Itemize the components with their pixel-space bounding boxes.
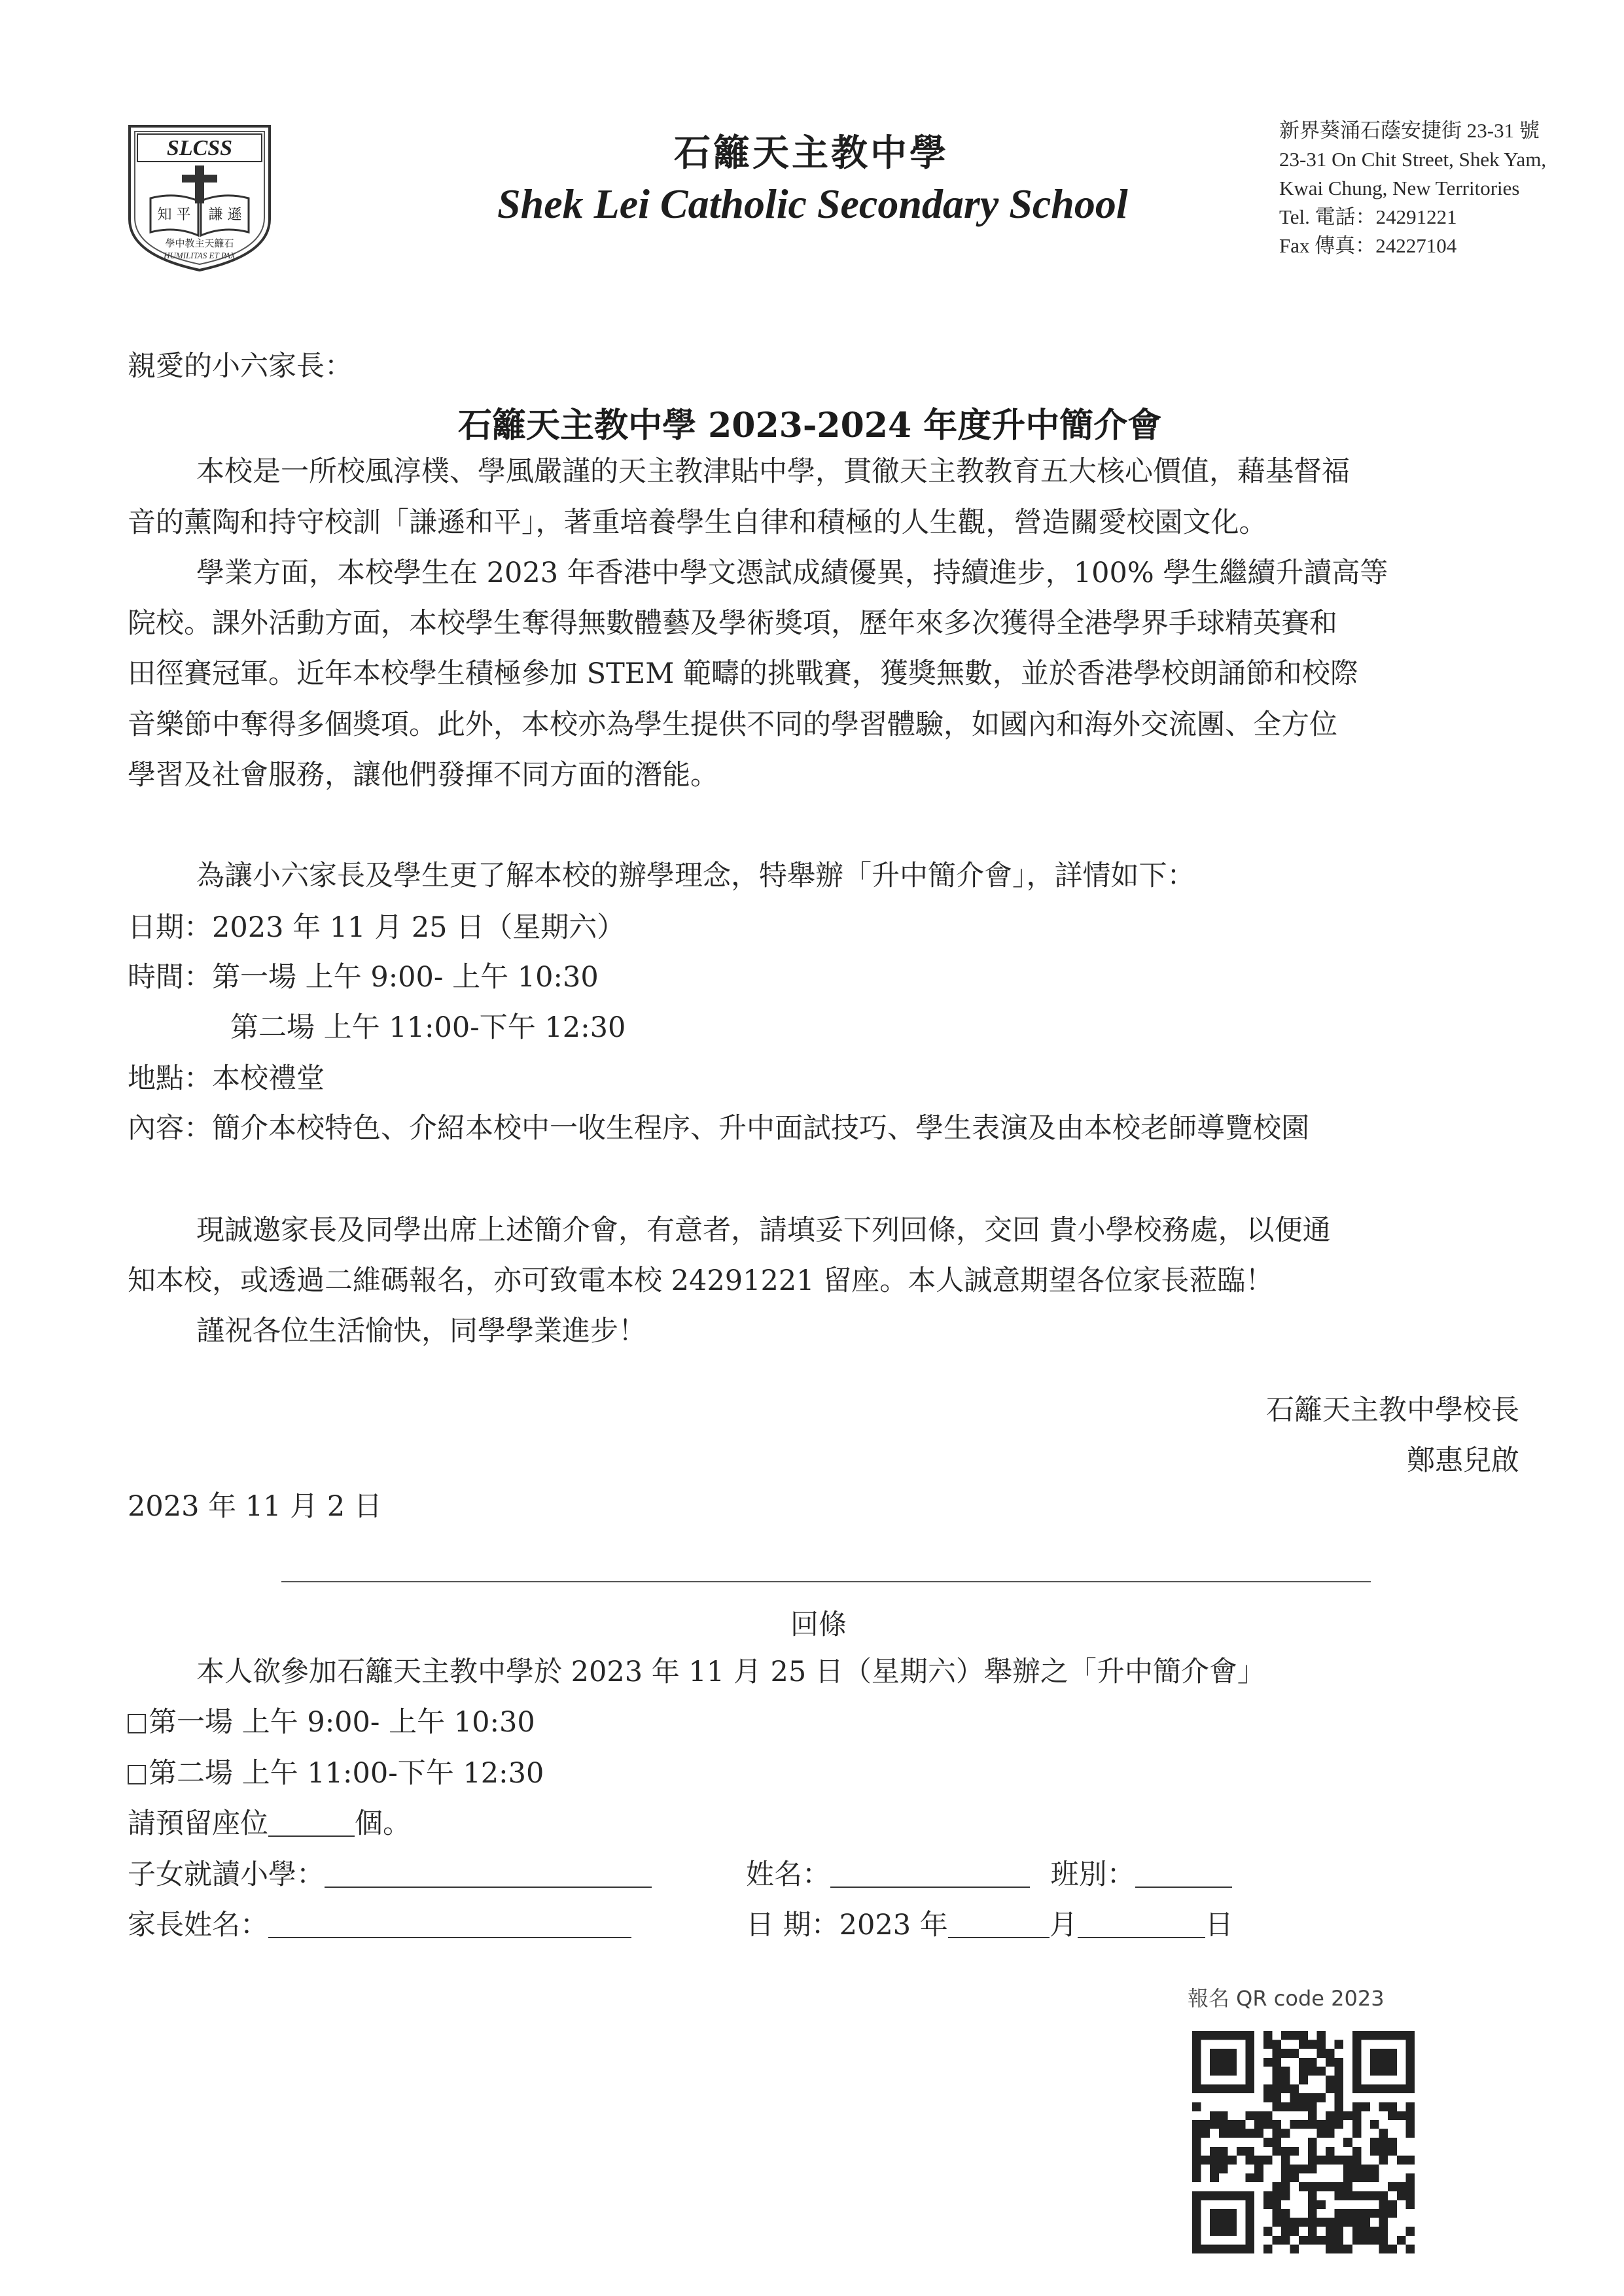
seats-request [128, 1805, 411, 1842]
logo-text: SLCSS [166, 136, 233, 160]
option-session-1[interactable] [128, 1704, 535, 1741]
primary-school-row [128, 1856, 652, 1893]
signatory-title: 石籬天主教中學校長 [1266, 1394, 1519, 1427]
paragraph-line: 院校。課外活動方面，本校學生奪得無數體藝及學術獎項，歷年來多次獲得全港學界手球精英賽和 [128, 607, 1337, 640]
paragraph-line: 音樂節中奪得多個獎項。此外，本校亦為學生提供不同的學習體驗，如國內和海外交流團、全方位 [128, 708, 1337, 741]
wishes-line: 謹祝各位生活愉快，同學學業進步！ [196, 1315, 646, 1348]
paragraph-line: 音的薰陶和持守校訓「謙遜和平」，著重培養學生自律和積極的人生觀，營造關愛校園文化。 [128, 506, 1267, 539]
primary-school-field[interactable] [325, 1860, 652, 1888]
school-name-english: Shek Lei Catholic Secondary School [497, 181, 1128, 227]
logo-book-right: 謙 遜 [208, 207, 242, 223]
student-name-field[interactable] [830, 1860, 1030, 1888]
salutation: 親愛的小六家長： [128, 350, 353, 383]
seats-suffix: 個。 [355, 1807, 411, 1840]
event-time-session-1: 時間：第一場 上午 9:00- 上午 10:30 [128, 961, 599, 994]
school-name-chinese: 石籬天主教中學 [674, 131, 949, 175]
signatory-name: 鄭惠兒啟 [1407, 1444, 1519, 1477]
cut-divider-line [281, 1581, 1371, 1582]
qr-code-label: 報名 QR code 2023 [1188, 1986, 1385, 2011]
option-session-1-label: 第一場 上午 9:00- 上午 10:30 [149, 1706, 535, 1739]
class-label: 班別： [1050, 1858, 1135, 1891]
event-title: 石籬天主教中學 2023-2024 年度升中簡介會 [458, 406, 1162, 445]
reply-statement: 本人欲參加石籬天主教中學於 2023 年 11 月 25 日（星期六）舉辦之「升中簡介會」 [196, 1656, 1265, 1688]
registration-qr-code[interactable] [1192, 2031, 1415, 2253]
school-address-block [1279, 116, 1546, 260]
intro-line: 為讓小六家長及學生更了解本校的辦學理念，特舉辦「升中簡介會」，詳情如下： [196, 860, 1195, 892]
letter-date: 2023 年 11 月 2 日 [128, 1490, 382, 1523]
reply-date-row [746, 1907, 1233, 1943]
logo-motto: HUMILITAS ET PAX [164, 251, 236, 260]
session-1-checkbox[interactable] [128, 1714, 146, 1733]
fax-line: Fax 傳真：24227104 [1279, 234, 1457, 257]
logo-book-left: 知 平 [157, 207, 191, 223]
option-session-2[interactable] [128, 1755, 544, 1792]
school-crest-logo [124, 121, 275, 275]
paragraph-line: 田徑賽冠軍。近年本校學生積極參加 STEM 範疇的挑戰賽，獲獎無數，並於香港學校朗誦節和校際 [128, 657, 1358, 690]
invitation-line: 現誠邀家長及同學出席上述簡介會，有意者，請填妥下列回條，交回 貴小學校務處，以便通 [196, 1214, 1331, 1247]
address-line: Kwai Chung, New Territories [1279, 177, 1520, 200]
invitation-line: 知本校，或透過二維碼報名，亦可致電本校 24291221 留座。本人誠意期望各位家長蒞臨！ [128, 1264, 1274, 1297]
parent-name-row [128, 1907, 631, 1943]
event-content: 內容：簡介本校特色、介紹本校中一收生程序、升中面試技巧、學生表演及由本校老師導覽校園 [128, 1112, 1309, 1145]
seats-field[interactable] [268, 1809, 355, 1837]
parent-name-field[interactable] [268, 1911, 631, 1938]
paragraph-line: 學業方面，本校學生在 2023 年香港中學文憑試成績優異，持續進步，100% 學生繼續升讀高等 [196, 557, 1388, 589]
event-date: 日期：2023 年 11 月 25 日（星期六） [128, 911, 626, 944]
event-venue: 地點：本校禮堂 [128, 1062, 325, 1095]
day-field[interactable] [1078, 1911, 1205, 1938]
name-label: 姓名： [746, 1858, 830, 1891]
address-line: 23-31 On Chit Street, Shek Yam, [1279, 148, 1547, 171]
name-class-row [746, 1856, 1232, 1893]
option-session-2-label: 第二場 上午 11:00-下午 12:30 [149, 1757, 544, 1790]
seats-label: 請預留座位 [128, 1807, 268, 1840]
parent-name-label: 家長姓名： [128, 1909, 268, 1941]
session-2-checkbox[interactable] [128, 1765, 146, 1784]
day-label: 日 [1205, 1909, 1233, 1941]
primary-school-label: 子女就讀小學： [128, 1858, 325, 1891]
month-label: 月 [1049, 1909, 1078, 1941]
paragraph-line: 本校是一所校風淳樸、學風嚴謹的天主教津貼中學，貫徹天主教教育五大核心價值，藉基督福 [196, 455, 1350, 488]
tel-line: Tel. 電話：24291221 [1279, 205, 1457, 228]
paragraph-line: 學習及社會服務，讓他們發揮不同方面的潛能。 [128, 759, 718, 791]
event-time-session-2: 第二場 上午 11:00-下午 12:30 [230, 1011, 626, 1044]
class-field[interactable] [1135, 1860, 1232, 1888]
reply-date-label: 日 期：2023 年 [746, 1909, 948, 1941]
reply-slip-title: 回條 [790, 1609, 847, 1641]
address-line: 新界葵涌石蔭安捷街 23-31 號 [1279, 119, 1540, 142]
month-field[interactable] [948, 1911, 1050, 1938]
logo-banner: 學中教主天籬石 [165, 237, 234, 249]
